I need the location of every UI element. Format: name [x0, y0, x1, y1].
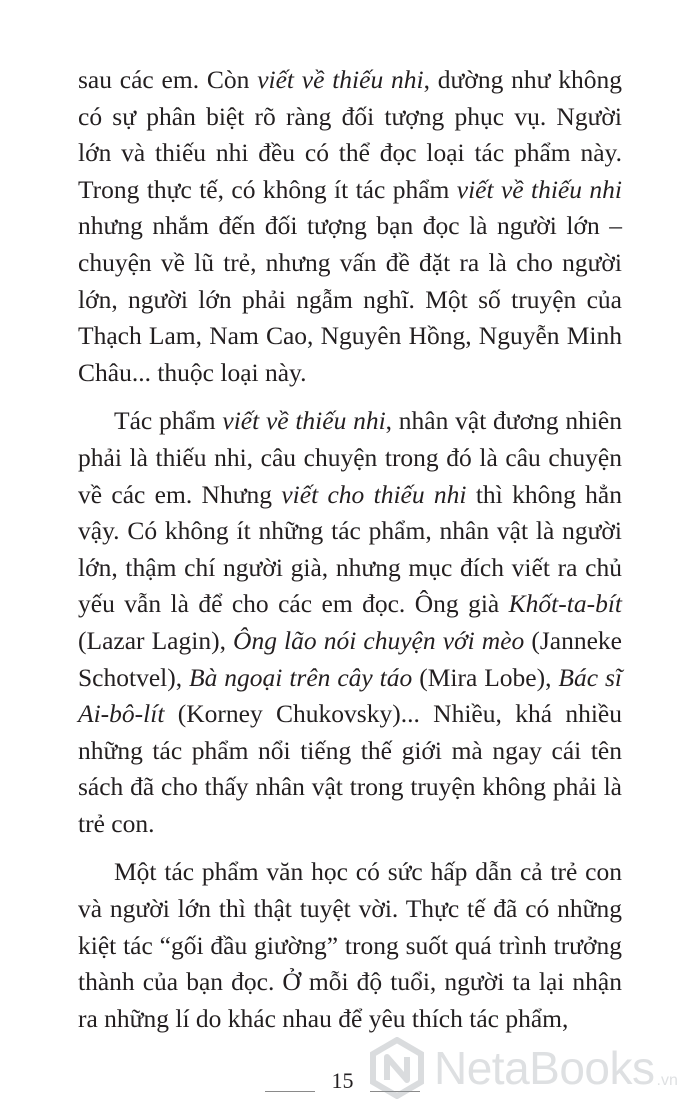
italic-text: viết về thiếu nhi — [456, 174, 622, 204]
footer-rule-left — [265, 1091, 315, 1092]
watermark-suffix: .vn — [656, 1072, 678, 1089]
italic-text: viết cho thiếu nhi — [281, 479, 467, 509]
paragraph — [78, 854, 622, 1037]
paragraph — [78, 403, 622, 842]
watermark — [366, 1028, 678, 1108]
text-run: (Mira Lobe), — [412, 662, 559, 692]
text-run: Một tác phẩm văn học có sức hấp dẫn cả trẻ con và người lớn thì thật tuyệt vời. Thực tế đã có những kiệt tác “gối đầu giường” trong suốt quá trình trưởng thành của bạn đọc. Ở mỗi độ tuổi, người ta lại nhận ra những lí do khác nhau để yêu thích tác phẩm, — [78, 857, 622, 1033]
netabooks-logo-icon — [366, 1037, 428, 1099]
body-text — [78, 62, 622, 1049]
italic-text: Ông lão nói chuyện với mèo — [233, 625, 525, 655]
text-run: , dường như không có sự phân biệt rõ ràng đối tượng phục vụ. Người lớn và thiếu nhi đều có thể đọc loại tác phẩm này. Trong thực tế, có không ít tác phẩm — [78, 65, 623, 204]
text-run: nhưng nhắm đến đối tượng bạn đọc là người lớn – chuyện về lũ trẻ, nhưng vấn đề đặt ra là cho người lớn, người lớn phải ngẫm nghĩ. Một số truyện của Thạch Lam, Nam Cao, Nguyên Hồng, Nguyễn Minh Châu... thuộc loại này. — [78, 211, 622, 387]
page-number: 15 — [331, 1068, 354, 1093]
text-run: thì không hẳn vậy. Có không ít những tác phẩm, nhân vật là người lớn, thậm chí người già, nhưng mục đích viết ra chủ yếu vẫn là để cho các em đọc. Ông già — [78, 479, 622, 619]
italic-text: viết về thiếu nhi — [257, 65, 424, 94]
italic-text: Bà ngoại trên cây táo — [189, 662, 413, 692]
italic-text: viết về thiếu nhi — [222, 406, 386, 436]
text-run: (Korney Chukovsky)... Nhiều, khá nhiều những tác phẩm nổi tiếng thế giới mà ngay cái tên sách đã cho thấy nhân vật trong truyện không phải là trẻ con. — [78, 699, 622, 838]
text-run: (Lazar Lagin), — [78, 625, 234, 655]
text-run: sau các em. Còn — [78, 65, 258, 94]
italic-text: Khốt-ta-bít — [508, 589, 622, 619]
paragraph — [78, 62, 622, 391]
watermark-brand: NetaBooks — [434, 1042, 655, 1094]
text-run: (Janneke Schotvel), — [78, 625, 622, 692]
text-run: , nhân vật đương nhiên phải là thiếu nhi, câu chuyện trong đó là câu chuyện về các em. Nhưng — [78, 406, 622, 509]
italic-text: Bác sĩ Ai-bô-lít — [78, 662, 622, 729]
text-run: Tác phẩm — [114, 406, 223, 436]
